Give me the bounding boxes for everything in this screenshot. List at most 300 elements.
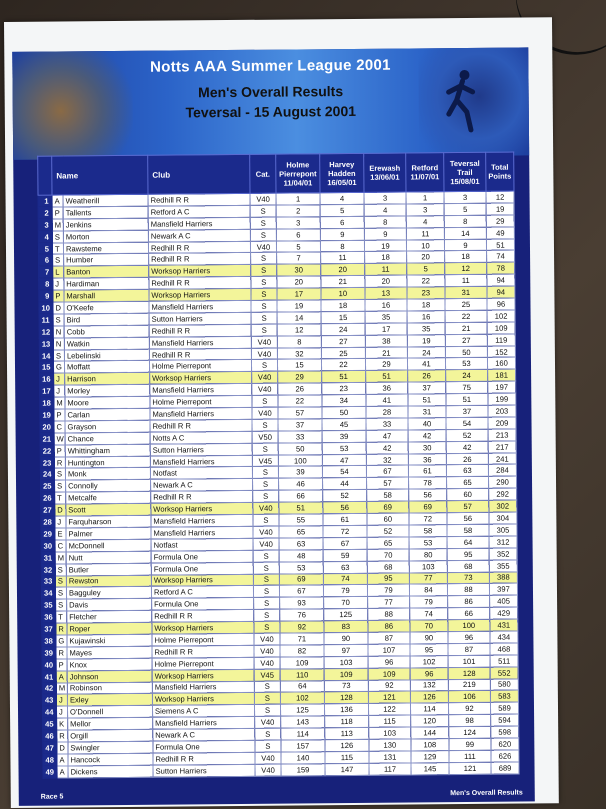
category-cell: S xyxy=(253,550,279,562)
initial-cell: T xyxy=(55,492,66,504)
initial-cell: J xyxy=(55,516,66,528)
name-cell: O'Keefe xyxy=(64,301,149,314)
race-4-cell: 78 xyxy=(409,477,447,489)
total-cell: 19 xyxy=(486,203,514,215)
race-1-cell: 102 xyxy=(280,692,324,704)
category-cell: S xyxy=(252,443,278,455)
race-4-cell: 114 xyxy=(410,703,448,715)
race-2-cell: 5 xyxy=(320,204,364,216)
initial-cell: P xyxy=(53,290,64,302)
race-4-cell: 96 xyxy=(410,667,448,679)
name-cell: Dickens xyxy=(68,765,153,778)
name-cell: Butler xyxy=(66,563,151,576)
race-3-cell: 122 xyxy=(368,703,410,715)
position-cell: 42 xyxy=(42,683,56,695)
category-cell: S xyxy=(254,609,280,621)
name-cell: Fletcher xyxy=(67,610,152,623)
club-cell: Worksop Harriers xyxy=(152,669,254,682)
header-race-1: Holme Pierrepont 11/04/01 xyxy=(276,154,320,193)
name-cell: Rawsteme xyxy=(63,242,148,255)
initial-cell: A xyxy=(57,766,68,778)
race-1-cell: 63 xyxy=(279,538,323,550)
race-4-cell: 36 xyxy=(408,453,446,465)
category-cell: S xyxy=(251,300,277,312)
club-cell: Redhill R R xyxy=(150,419,252,432)
name-cell: Jenkins xyxy=(63,218,148,231)
club-cell: Redhill R R xyxy=(149,277,251,290)
category-cell: S xyxy=(253,586,279,598)
race-3-cell: 16 xyxy=(365,299,407,311)
race-1-cell: 157 xyxy=(281,740,325,752)
race-4-cell: 11 xyxy=(406,227,444,239)
club-cell: Mansfield Harriers xyxy=(151,514,253,527)
position-cell: 8 xyxy=(39,278,53,290)
race-5-cell: 111 xyxy=(449,750,491,762)
initial-cell: J xyxy=(56,706,67,718)
position-cell: 3 xyxy=(38,219,52,231)
total-cell: 431 xyxy=(490,619,518,631)
total-cell: 203 xyxy=(488,405,516,417)
total-cell: 197 xyxy=(488,381,516,393)
race-5-cell: 121 xyxy=(449,762,491,774)
name-cell: Palmer xyxy=(66,527,151,540)
club-cell: Newark A C xyxy=(151,479,253,492)
race-1-cell: 114 xyxy=(281,728,325,740)
position-cell: 11 xyxy=(39,314,53,326)
race-4-cell: 16 xyxy=(407,311,445,323)
race-1-cell: 2 xyxy=(276,205,320,217)
category-cell: V40 xyxy=(251,336,277,348)
initial-cell: K xyxy=(57,718,68,730)
club-cell: Notts A C xyxy=(150,431,252,444)
race-3-cell: 47 xyxy=(366,430,408,442)
race-1-cell: 93 xyxy=(280,597,324,609)
position-cell: 15 xyxy=(39,362,53,374)
total-cell: 304 xyxy=(489,512,517,524)
category-cell: S xyxy=(250,205,276,217)
race-2-cell: 25 xyxy=(321,347,365,359)
name-cell: Knox xyxy=(67,658,152,671)
name-cell: Johnson xyxy=(67,670,152,683)
race-1-cell: 69 xyxy=(279,573,323,585)
total-cell: 620 xyxy=(491,738,519,750)
total-cell: 598 xyxy=(491,726,519,738)
race-5-cell: 12 xyxy=(445,263,487,275)
race-3-cell: 51 xyxy=(366,370,408,382)
total-cell: 355 xyxy=(489,560,517,572)
club-cell: Worksop Harriers xyxy=(149,265,251,278)
race-2-cell: 9 xyxy=(320,228,364,240)
header-race-5: Teversal Trail 15/08/01 xyxy=(444,152,486,191)
total-cell: 109 xyxy=(487,322,515,334)
total-cell: 626 xyxy=(491,750,519,762)
initial-cell: A xyxy=(57,754,68,766)
initial-cell: S xyxy=(54,468,65,480)
club-cell: Worksop Harriers xyxy=(149,288,251,301)
footer-title: Men's Overall Results xyxy=(450,789,523,798)
position-cell: 47 xyxy=(43,742,57,754)
club-cell: Mansfield Harriers xyxy=(152,681,254,694)
race-1-cell: 48 xyxy=(279,549,323,561)
race-4-cell: 144 xyxy=(411,727,449,739)
name-cell: Harrison xyxy=(65,373,150,386)
category-cell: V40 xyxy=(250,241,276,253)
name-cell: Whittingham xyxy=(65,444,150,457)
name-cell: Lebelinski xyxy=(64,349,149,362)
category-cell: V40 xyxy=(255,764,281,776)
race-4-cell: 102 xyxy=(410,655,448,667)
race-3-cell: 20 xyxy=(365,275,407,287)
category-cell: V40 xyxy=(251,348,277,360)
race-1-cell: 7 xyxy=(277,252,321,264)
total-cell: 583 xyxy=(490,690,518,702)
race-4-cell: 19 xyxy=(407,334,445,346)
position-cell: 38 xyxy=(42,635,56,647)
race-1-cell: 8 xyxy=(277,335,321,347)
category-cell: S xyxy=(253,514,279,526)
position-cell: 21 xyxy=(40,433,54,445)
position-cell: 31 xyxy=(41,552,55,564)
race-1-cell: 29 xyxy=(278,371,322,383)
total-cell: 312 xyxy=(489,536,517,548)
race-3-cell: 29 xyxy=(365,358,407,370)
race-2-cell: 10 xyxy=(321,287,365,299)
race-1-cell: 20 xyxy=(277,276,321,288)
race-2-cell: 73 xyxy=(324,680,368,692)
race-3-cell: 77 xyxy=(368,596,410,608)
club-cell: Retford A C xyxy=(148,205,250,218)
race-1-cell: 3 xyxy=(276,217,320,229)
race-5-cell: 22 xyxy=(445,310,487,322)
footer-race: Race 5 xyxy=(40,793,64,801)
club-cell: Mansfield Harriers xyxy=(153,717,255,730)
race-2-cell: 47 xyxy=(322,454,366,466)
position-cell: 25 xyxy=(41,480,55,492)
race-2-cell: 6 xyxy=(320,216,364,228)
position-cell: 39 xyxy=(42,647,56,659)
position-cell: 2 xyxy=(38,207,52,219)
position-cell: 35 xyxy=(42,599,56,611)
club-cell: Worksop Harriers xyxy=(150,372,252,385)
race-5-cell: 8 xyxy=(444,215,486,227)
race-4-cell: 3 xyxy=(406,204,444,216)
club-cell: Sutton Harriers xyxy=(153,764,255,777)
category-cell: V40 xyxy=(254,633,280,645)
race-2-cell: 103 xyxy=(324,656,368,668)
category-cell: S xyxy=(253,490,279,502)
race-5-cell: 88 xyxy=(447,584,489,596)
club-cell: Redhill R R xyxy=(149,253,251,266)
race-1-cell: 22 xyxy=(278,395,322,407)
position-cell: 7 xyxy=(39,266,53,278)
race-5-cell: 219 xyxy=(448,679,490,691)
position-cell: 1 xyxy=(38,195,52,207)
race-4-cell: 56 xyxy=(409,489,447,501)
race-5-cell: 101 xyxy=(448,655,490,667)
race-4-cell: 84 xyxy=(409,584,447,596)
club-cell: Formula One xyxy=(151,562,253,575)
race-3-cell: 115 xyxy=(369,715,411,727)
race-3-cell: 107 xyxy=(368,644,410,656)
race-2-cell: 63 xyxy=(323,561,367,573)
race-3-cell: 86 xyxy=(368,620,410,632)
race-2-cell: 72 xyxy=(323,525,367,537)
category-cell: S xyxy=(252,395,278,407)
race-4-cell: 53 xyxy=(409,536,447,548)
race-4-cell: 69 xyxy=(409,501,447,513)
initial-cell: M xyxy=(55,552,66,564)
category-cell: S xyxy=(253,562,279,574)
total-cell: 352 xyxy=(489,548,517,560)
club-cell: Mansfield Harriers xyxy=(149,300,251,313)
category-cell: V45 xyxy=(254,669,280,681)
total-cell: 78 xyxy=(487,262,515,274)
club-cell: Sutton Harriers xyxy=(149,312,251,325)
race-2-cell: 136 xyxy=(324,704,368,716)
position-cell: 19 xyxy=(40,409,54,421)
race-4-cell: 58 xyxy=(409,525,447,537)
race-2-cell: 22 xyxy=(321,359,365,371)
race-5-cell: 37 xyxy=(446,405,488,417)
race-5-cell: 66 xyxy=(448,607,490,619)
race-5-cell: 60 xyxy=(447,489,489,501)
race-1-cell: 125 xyxy=(280,704,324,716)
name-cell: Metcalfe xyxy=(66,492,151,505)
name-cell: Swingler xyxy=(68,741,153,754)
total-cell: 689 xyxy=(491,762,519,774)
race-1-cell: 1 xyxy=(276,193,320,205)
race-3-cell: 96 xyxy=(368,656,410,668)
club-cell: Mansfield Harriers xyxy=(149,336,251,349)
position-cell: 45 xyxy=(43,718,57,730)
category-cell: S xyxy=(252,419,278,431)
initial-cell: S xyxy=(55,480,66,492)
race-1-cell: 6 xyxy=(276,228,320,240)
category-cell: V40 xyxy=(252,383,278,395)
category-cell: V40 xyxy=(250,193,276,205)
name-cell: Tallents xyxy=(63,206,148,219)
race-2-cell: 27 xyxy=(321,335,365,347)
race-3-cell: 67 xyxy=(366,465,408,477)
position-cell: 48 xyxy=(43,754,57,766)
race-4-cell: 31 xyxy=(408,406,446,418)
race-2-cell: 74 xyxy=(323,573,367,585)
initial-cell: T xyxy=(56,611,67,623)
initial-cell: M xyxy=(54,397,65,409)
race-5-cell: 128 xyxy=(448,667,490,679)
category-cell: S xyxy=(255,740,281,752)
race-5-cell: 56 xyxy=(447,512,489,524)
race-2-cell: 4 xyxy=(320,192,364,204)
club-cell: Worksop Harriers xyxy=(152,621,254,634)
initial-cell: P xyxy=(54,409,65,421)
race-1-cell: 109 xyxy=(280,656,324,668)
total-cell: 589 xyxy=(490,702,518,714)
club-cell: Newark A C xyxy=(153,728,255,741)
race-2-cell: 90 xyxy=(324,632,368,644)
race-1-cell: 76 xyxy=(280,609,324,621)
race-1-cell: 67 xyxy=(279,585,323,597)
total-cell: 152 xyxy=(487,346,515,358)
position-cell: 34 xyxy=(41,587,55,599)
race-3-cell: 92 xyxy=(368,679,410,691)
position-cell: 18 xyxy=(40,397,54,409)
race-1-cell: 50 xyxy=(278,442,322,454)
name-cell: Chance xyxy=(65,432,150,445)
club-cell: Notfast xyxy=(151,538,253,551)
race-4-cell: 22 xyxy=(407,275,445,287)
race-1-cell: 53 xyxy=(279,561,323,573)
race-3-cell: 68 xyxy=(367,561,409,573)
position-cell: 20 xyxy=(40,421,54,433)
total-cell: 213 xyxy=(488,429,516,441)
initial-cell: S xyxy=(55,587,66,599)
race-4-cell: 108 xyxy=(411,739,449,751)
race-3-cell: 131 xyxy=(369,751,411,763)
category-cell: V40 xyxy=(255,716,281,728)
race-2-cell: 8 xyxy=(320,240,364,252)
header-pos xyxy=(38,156,52,195)
table-body xyxy=(38,191,519,778)
club-cell: Formula One xyxy=(152,598,254,611)
initial-cell: J xyxy=(54,385,65,397)
name-cell: Watkin xyxy=(64,337,149,350)
position-cell: 49 xyxy=(43,766,57,778)
race-5-cell: 3 xyxy=(444,191,486,203)
header-race-4: Retford 11/07/01 xyxy=(406,153,444,192)
race-1-cell: 82 xyxy=(280,645,324,657)
race-2-cell: 56 xyxy=(323,502,367,514)
name-cell: Robinson xyxy=(67,682,152,695)
category-cell: V40 xyxy=(253,526,279,538)
category-cell: V40 xyxy=(252,371,278,383)
name-cell: Scott xyxy=(66,503,151,516)
position-cell: 24 xyxy=(40,469,54,481)
initial-cell: G xyxy=(56,635,67,647)
race-1-cell: 159 xyxy=(281,763,325,775)
race-3-cell: 79 xyxy=(367,584,409,596)
race-2-cell: 125 xyxy=(324,609,368,621)
club-cell: Worksop Harriers xyxy=(151,503,253,516)
position-cell: 14 xyxy=(39,350,53,362)
club-cell: Newark A C xyxy=(148,229,250,242)
race-1-cell: 17 xyxy=(277,288,321,300)
race-4-cell: 35 xyxy=(407,322,445,334)
race-2-cell: 147 xyxy=(325,763,369,775)
category-cell: S xyxy=(253,574,279,586)
race-2-cell: 44 xyxy=(323,478,367,490)
race-4-cell: 74 xyxy=(410,608,448,620)
race-5-cell: 96 xyxy=(448,631,490,643)
race-5-cell: 65 xyxy=(447,477,489,489)
race-5-cell: 99 xyxy=(449,738,491,750)
race-2-cell: 118 xyxy=(325,716,369,728)
race-5-cell: 106 xyxy=(448,691,490,703)
initial-cell: C xyxy=(54,421,65,433)
category-cell: S xyxy=(254,693,280,705)
club-cell: Mansfield Harriers xyxy=(150,407,252,420)
position-cell: 4 xyxy=(38,231,52,243)
initial-cell: R xyxy=(57,730,68,742)
race-1-cell: 92 xyxy=(280,621,324,633)
race-5-cell: 50 xyxy=(445,346,487,358)
race-2-cell: 61 xyxy=(323,513,367,525)
total-cell: 405 xyxy=(490,595,518,607)
header-cat: Cat. xyxy=(250,154,276,193)
total-cell: 580 xyxy=(490,679,518,691)
name-cell: Moore xyxy=(65,396,150,409)
race-5-cell: 63 xyxy=(446,465,488,477)
initial-cell: D xyxy=(57,742,68,754)
club-cell: Redhill R R xyxy=(149,324,251,337)
race-3-cell: 33 xyxy=(366,418,408,430)
race-1-cell: 64 xyxy=(280,680,324,692)
name-cell: Farquharson xyxy=(66,515,151,528)
position-cell: 22 xyxy=(40,445,54,457)
race-2-cell: 115 xyxy=(325,751,369,763)
race-4-cell: 120 xyxy=(411,715,449,727)
race-3-cell: 58 xyxy=(367,489,409,501)
race-4-cell: 90 xyxy=(410,632,448,644)
club-cell: Holme Pierrepont xyxy=(152,657,254,670)
name-cell: Carlan xyxy=(65,408,150,421)
initial-cell: S xyxy=(56,599,67,611)
category-cell: S xyxy=(254,597,280,609)
club-cell: Redhill R R xyxy=(148,241,250,254)
position-cell: 41 xyxy=(42,671,56,683)
total-cell: 397 xyxy=(489,583,517,595)
race-5-cell: 14 xyxy=(444,227,486,239)
position-cell: 5 xyxy=(38,243,52,255)
name-cell: McDonnell xyxy=(66,539,151,552)
name-cell: Weatherill xyxy=(63,194,148,207)
category-cell: S xyxy=(254,704,280,716)
initial-cell: M xyxy=(56,682,67,694)
position-cell: 33 xyxy=(41,576,55,588)
position-cell: 23 xyxy=(40,457,54,469)
race-3-cell: 65 xyxy=(367,537,409,549)
name-cell: Bagguley xyxy=(66,587,151,600)
race-5-cell: 42 xyxy=(446,441,488,453)
race-3-cell: 21 xyxy=(365,347,407,359)
race-4-cell: 41 xyxy=(407,358,445,370)
race-3-cell: 17 xyxy=(365,323,407,335)
initial-cell: D xyxy=(53,302,64,314)
name-cell: Bird xyxy=(64,313,149,326)
name-cell: Nutt xyxy=(66,551,151,564)
initial-cell: S xyxy=(55,575,66,587)
initial-cell: R xyxy=(56,647,67,659)
name-cell: Morton xyxy=(63,230,148,243)
race-2-cell: 50 xyxy=(322,406,366,418)
race-3-cell: 32 xyxy=(366,454,408,466)
position-cell: 6 xyxy=(39,255,53,267)
category-cell: S xyxy=(251,312,277,324)
name-cell: Monk xyxy=(65,468,150,481)
race-1-cell: 33 xyxy=(278,431,322,443)
race-2-cell: 54 xyxy=(322,466,366,478)
race-2-cell: 34 xyxy=(322,394,366,406)
category-cell: S xyxy=(254,681,280,693)
header-banner xyxy=(12,47,529,159)
race-1-cell: 66 xyxy=(279,490,323,502)
race-3-cell: 57 xyxy=(367,477,409,489)
race-2-cell: 53 xyxy=(322,442,366,454)
race-4-cell: 37 xyxy=(408,382,446,394)
club-cell: Redhill R R xyxy=(148,193,250,206)
race-1-cell: 39 xyxy=(278,466,322,478)
position-cell: 16 xyxy=(40,373,54,385)
